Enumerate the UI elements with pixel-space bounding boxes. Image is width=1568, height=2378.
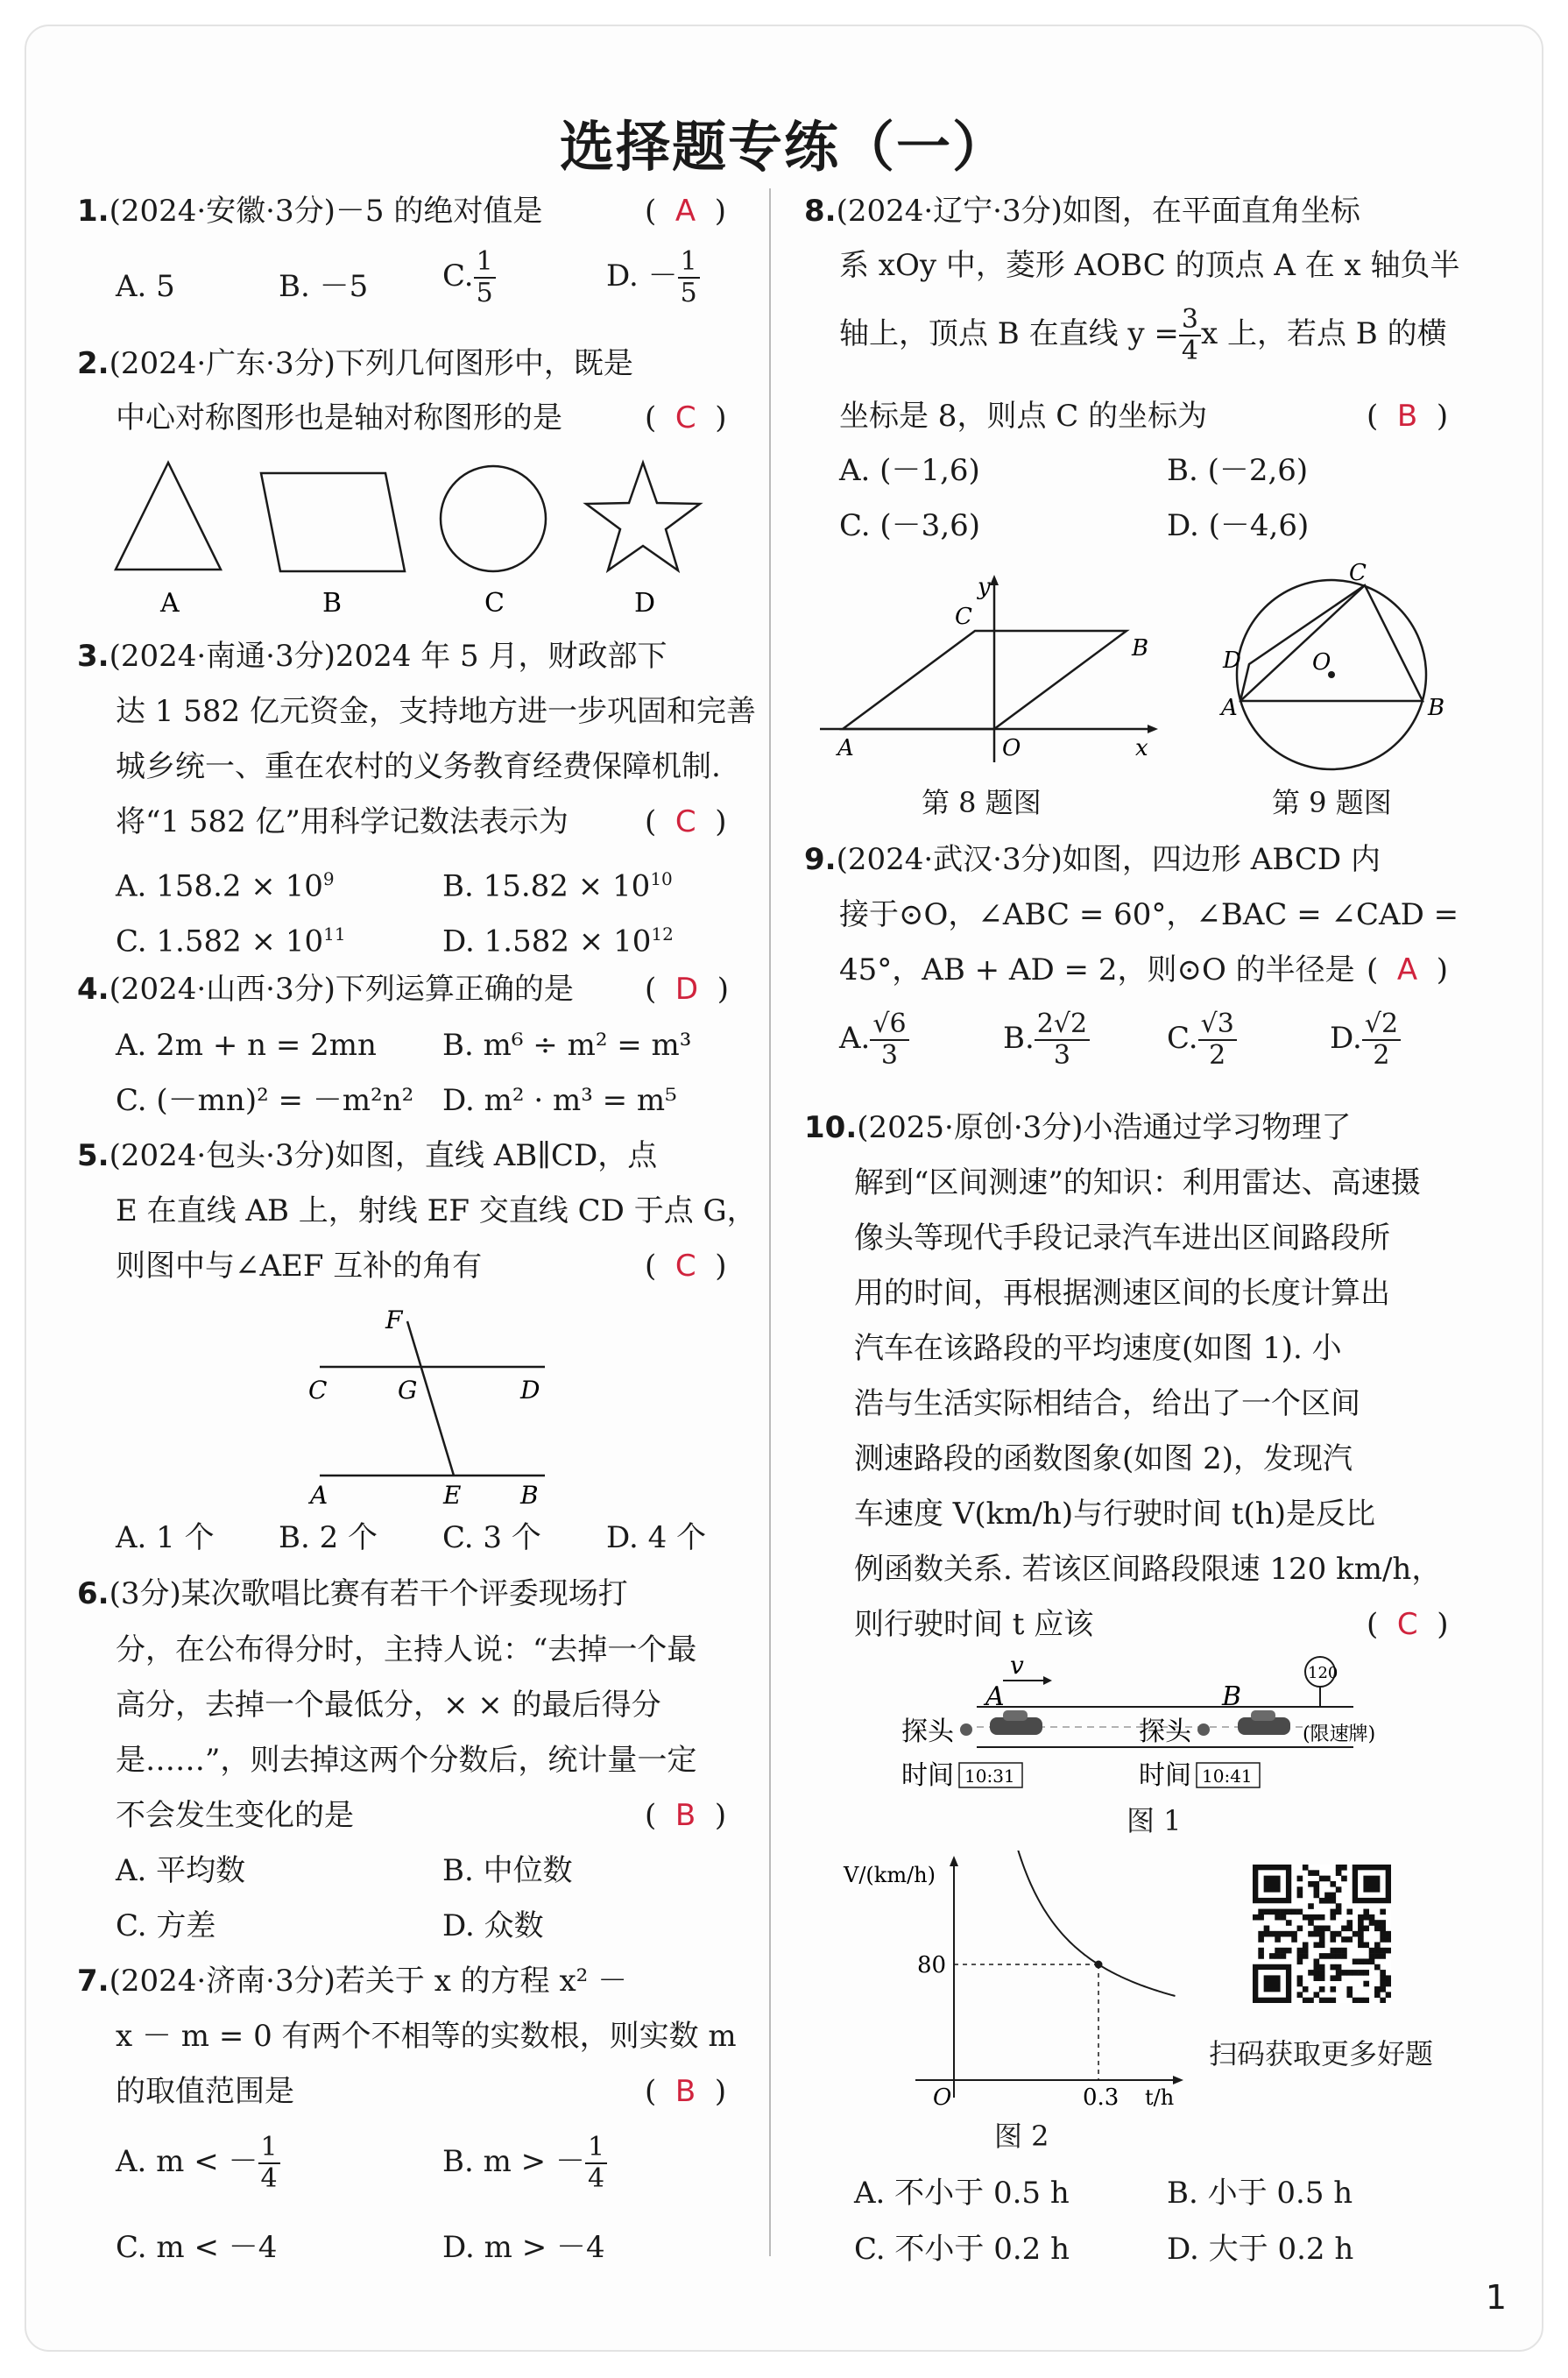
q10-fig1-speed-value: 120 xyxy=(1308,1664,1338,1682)
q10-number: 10. xyxy=(804,1110,858,1145)
q8-label-b: B xyxy=(1132,635,1149,662)
q3-stem-4: 将“1 582 亿”用科学记数法表示为 xyxy=(116,804,569,839)
q7-option-c: C. m < －4 xyxy=(116,2230,278,2265)
q5-option-a: A. 1 个 xyxy=(116,1520,215,1555)
q6-stem-1: (3分)某次歌唱比赛有若干个评委现场打 xyxy=(109,1576,628,1611)
q10-stem-4: 用的时间，再根据测速区间的长度计算出 xyxy=(854,1276,1390,1311)
q10-fig1-camera-a-icon xyxy=(960,1723,972,1736)
q5-label-g: G xyxy=(398,1376,418,1405)
q9-answer-box: ( A ) xyxy=(1367,952,1449,987)
q7-a-denominator: 4 xyxy=(260,2163,278,2194)
q2-star xyxy=(586,463,700,570)
q7-answer: B xyxy=(675,2074,696,2109)
q6-option-d: D. 众数 xyxy=(442,1908,544,1943)
q3-option-d-exp: 12 xyxy=(651,924,674,945)
question-4 xyxy=(77,969,574,1009)
q1-option-d-prefix: D. － xyxy=(606,258,678,294)
question-10 xyxy=(804,1108,1352,1148)
q6-answer-box: ( B ) xyxy=(645,1798,727,1833)
page-number: 1 xyxy=(1485,2278,1507,2317)
q8-answer-box: ( B ) xyxy=(1367,399,1449,434)
q8-option-d: D. (－4,6) xyxy=(1167,508,1310,543)
q1-c-denominator: 5 xyxy=(476,278,493,308)
q9-figure xyxy=(1218,561,1445,780)
q8-number: 8. xyxy=(804,194,837,229)
q10-fig2-marked-point xyxy=(1095,1961,1103,1969)
q8-label-c: C xyxy=(955,604,972,630)
q10-answer-box: ( C ) xyxy=(1367,1607,1449,1642)
q10-answer: C xyxy=(1396,1607,1418,1642)
q9-option-b-fraction xyxy=(1035,1009,1090,1071)
question-1 xyxy=(77,191,542,231)
q6-stem-5: 不会发生变化的是 xyxy=(116,1798,354,1833)
q3-answer: C xyxy=(675,804,696,839)
q9-quadrilateral xyxy=(1240,585,1423,701)
q2-triangle xyxy=(116,463,221,570)
q8-rhombus xyxy=(843,631,1127,729)
q7-stem-1: (2024·济南·3分)若关于 x 的方程 x² － xyxy=(109,1964,628,1999)
column-divider xyxy=(769,188,771,2256)
q10-fig2-y-arrow xyxy=(950,1856,958,1866)
q1-option-a: A. 5 xyxy=(116,269,175,304)
q6-number: 6. xyxy=(77,1576,109,1611)
q8-slope-denominator: 4 xyxy=(1181,336,1199,366)
q8-option-c: C. (－3,6) xyxy=(839,508,981,543)
q10-fig1-caption: 图 1 xyxy=(1127,1804,1182,1837)
q8-caption: 第 8 题图 xyxy=(922,786,1042,819)
q7-stem-2: x － m = 0 有两个不相等的实数根，则实数 m xyxy=(116,2019,737,2054)
q10-fig2-x-arrow xyxy=(1173,2076,1183,2084)
q9-c-numerator: √3 xyxy=(1198,1009,1237,1041)
q8-slope-fraction xyxy=(1179,305,1201,366)
q8-x-arrow xyxy=(1148,725,1158,733)
q10-stem-2: 解到“区间测速”的知识：利用雷达、高速摄 xyxy=(854,1165,1421,1200)
q1-answer-box: ( A ) xyxy=(645,194,727,229)
question-3 xyxy=(77,636,667,676)
q7-option-b-fraction xyxy=(585,2133,607,2194)
qr-pattern xyxy=(1253,1865,1391,2003)
q9-diagonal-ac xyxy=(1240,585,1365,701)
q1-option-c xyxy=(442,247,496,308)
qr-caption: 扫码获取更多好题 xyxy=(1209,2037,1434,2070)
q7-stem-3: 的取值范围是 xyxy=(116,2074,294,2109)
q10-option-d: D. 大于 0.2 h xyxy=(1167,2232,1354,2267)
q8-slope-numerator: 3 xyxy=(1179,305,1201,336)
q10-stem-1: (2025·原创·3分)小浩通过学习物理了 xyxy=(857,1110,1352,1145)
q9-d-denominator: 2 xyxy=(1373,1040,1390,1071)
q9-label-o: O xyxy=(1312,649,1331,676)
q5-label-e: E xyxy=(443,1481,462,1510)
q10-stem-5: 汽车在该路段的平均速度(如图 1). 小 xyxy=(854,1331,1342,1366)
q5-option-b: B. 2 个 xyxy=(279,1520,378,1555)
q7-option-a-prefix: A. m < － xyxy=(116,2144,258,2179)
q10-figure-2 xyxy=(837,1851,1187,2113)
q2-label-b: B xyxy=(322,588,343,619)
q6-stem-3: 高分，去掉一个最低分，× × 的最后得分 xyxy=(116,1688,661,1723)
q10-fig2-origin: O xyxy=(933,2084,952,2111)
q9-number: 9. xyxy=(804,842,837,877)
q2-shapes-figure xyxy=(96,456,762,622)
q9-a-denominator: 3 xyxy=(880,1040,899,1071)
q8-label-y: y xyxy=(978,574,991,600)
q9-label-d: D xyxy=(1223,648,1241,674)
q10-fig1-label-a: A xyxy=(985,1681,1005,1712)
q9-label-a: A xyxy=(1221,695,1238,721)
q8-figure xyxy=(815,570,1165,771)
q8-stem-1: (2024·辽宁·3分)如图，在平面直角坐标 xyxy=(836,194,1360,229)
q7-number: 7. xyxy=(77,1964,109,1999)
q3-option-b-base: B. 15.82 × 10 xyxy=(442,868,651,904)
q10-fig1-time-a-value: 10:31 xyxy=(964,1766,1015,1787)
q10-option-c: C. 不小于 0.2 h xyxy=(854,2232,1070,2267)
q6-option-b: B. 中位数 xyxy=(442,1853,573,1888)
q10-option-a: A. 不小于 0.5 h xyxy=(854,2176,1070,2211)
q8-label-x: x xyxy=(1135,735,1148,761)
q2-label-a: A xyxy=(160,588,180,619)
q5-option-d: D. 4 个 xyxy=(606,1520,707,1555)
q3-option-d xyxy=(442,914,674,961)
q9-d-numerator: √2 xyxy=(1362,1009,1401,1041)
q10-fig1-time-b-label: 时间 xyxy=(1139,1760,1191,1791)
q3-answer-box: ( C ) xyxy=(645,804,727,839)
q7-option-a xyxy=(116,2133,280,2194)
q2-answer-box: ( C ) xyxy=(645,400,727,435)
q10-fig1-camera-b-icon xyxy=(1197,1723,1210,1736)
q9-a-numerator: √6 xyxy=(870,1009,908,1041)
q10-fig1-car-b-roof xyxy=(1251,1710,1275,1721)
q10-option-b: B. 小于 0.5 h xyxy=(1167,2176,1353,2211)
q8-option-a: A. (－1,6) xyxy=(839,453,980,488)
q9-option-a-fraction xyxy=(870,1009,908,1071)
q6-stem-2: 分，在公布得分时，主持人说：“去掉一个最 xyxy=(116,1632,697,1667)
q10-stem-3: 像头等现代手段记录汽车进出区间路段所 xyxy=(854,1221,1390,1256)
q4-stem: (2024·山西·3分)下列运算正确的是 xyxy=(109,972,574,1007)
q10-fig1-label-b: B xyxy=(1222,1681,1242,1712)
q7-a-numerator: 1 xyxy=(258,2133,280,2164)
q9-option-a xyxy=(839,1009,909,1071)
q1-number: 1. xyxy=(77,194,109,229)
q3-option-c-base: C. 1.582 × 10 xyxy=(116,924,324,959)
q5-option-c: C. 3 个 xyxy=(442,1520,541,1555)
q9-option-b xyxy=(1003,1009,1090,1071)
q9-label-c: C xyxy=(1349,561,1367,586)
q10-fig2-ylabel: V/(km/h) xyxy=(844,1863,936,1887)
q5-figure xyxy=(298,1302,561,1512)
q8-stem-3-pre: 轴上，顶点 B 在直线 y = xyxy=(839,316,1179,351)
q10-fig2-y-tick: 80 xyxy=(917,1952,947,1978)
q1-option-b: B. －5 xyxy=(279,269,369,304)
q7-answer-box: ( B ) xyxy=(645,2074,727,2109)
q7-option-d: D. m > －4 xyxy=(442,2230,605,2265)
q1-d-denominator: 5 xyxy=(680,278,697,308)
q4-number: 4. xyxy=(77,972,109,1007)
q4-answer: D xyxy=(675,972,699,1007)
q3-option-a xyxy=(116,859,335,906)
q1-option-c-prefix: C. xyxy=(442,258,474,294)
q9-option-c xyxy=(1167,1009,1237,1071)
q10-fig1-v: v xyxy=(1010,1653,1024,1680)
q2-circle xyxy=(441,466,546,571)
q9-caption: 第 9 题图 xyxy=(1272,786,1392,819)
question-7 xyxy=(77,1961,627,2001)
q7-b-denominator: 4 xyxy=(587,2163,605,2194)
q10-fig1-time-a-label: 时间 xyxy=(901,1760,954,1791)
q3-stem-3: 城乡统一、重在农村的义务教育经费保障机制. xyxy=(116,749,721,784)
q2-stem-1: (2024·广东·3分)下列几何图形中，既是 xyxy=(109,346,633,381)
q3-option-b-exp: 10 xyxy=(650,868,673,889)
q7-option-a-fraction xyxy=(258,2133,280,2194)
q5-label-d: D xyxy=(520,1376,540,1405)
q7-option-b xyxy=(442,2133,607,2194)
q9-c-denominator: 2 xyxy=(1209,1040,1226,1071)
q1-option-c-fraction xyxy=(474,247,496,308)
q9-option-d-fraction xyxy=(1362,1009,1401,1071)
q1-d-numerator: 1 xyxy=(678,247,700,279)
q4-option-c: C. (－mn)² = －m²n² xyxy=(116,1083,414,1118)
q3-option-d-base: D. 1.582 × 10 xyxy=(442,924,652,959)
q2-stem-2: 中心对称图形也是轴对称图形的是 xyxy=(116,400,562,435)
q10-fig1-time-b-value: 10:41 xyxy=(1202,1766,1253,1787)
q9-option-a-prefix: A. xyxy=(839,1021,871,1056)
q10-fig1-probe-b: 探头 xyxy=(1139,1716,1191,1747)
q6-answer: B xyxy=(675,1798,696,1833)
q3-option-a-exp: 9 xyxy=(322,868,335,889)
q8-stem-3-post: x 上，若点 B 的横 xyxy=(1201,316,1447,351)
q6-stem-4: 是……”，则去掉这两个分数后，统计量一定 xyxy=(116,1743,697,1778)
q9-option-b-prefix: B. xyxy=(1003,1021,1035,1056)
q3-option-a-base: A. 158.2 × 10 xyxy=(116,868,323,904)
q5-stem-2: E 在直线 AB 上，射线 EF 交直线 CD 于点 G， xyxy=(116,1193,757,1228)
q3-option-c xyxy=(116,914,346,961)
q10-fig2-caption: 图 2 xyxy=(994,2120,1049,2153)
q7-b-numerator: 1 xyxy=(585,2133,607,2164)
q9-option-c-fraction xyxy=(1198,1009,1237,1071)
q5-number: 5. xyxy=(77,1138,109,1173)
q1-option-d xyxy=(606,247,700,308)
q6-option-a: A. 平均数 xyxy=(116,1853,246,1888)
question-6 xyxy=(77,1574,628,1614)
q5-answer-box: ( C ) xyxy=(645,1249,727,1284)
q10-stem-6: 浩与生活实际相结合，给出了一个区间 xyxy=(854,1386,1360,1421)
q3-stem-2: 达 1 582 亿元资金，支持地方进一步巩固和完善 xyxy=(116,694,756,729)
q8-label-a: A xyxy=(837,735,854,761)
q2-label-c: C xyxy=(484,588,505,619)
question-2 xyxy=(77,343,633,384)
q5-stem-3: 则图中与∠AEF 互补的角有 xyxy=(116,1249,483,1284)
q4-option-d: D. m² · m³ = m⁵ xyxy=(442,1083,677,1118)
qr-code-icon[interactable] xyxy=(1253,1865,1391,2003)
question-9 xyxy=(804,839,1381,880)
q10-stem-10: 则行驶时间 t 应该 xyxy=(854,1607,1094,1642)
q10-fig2-x-tick: 0.3 xyxy=(1083,2084,1119,2111)
q4-option-b: B. m⁶ ÷ m² = m³ xyxy=(442,1028,692,1063)
q4-answer-box: ( D ) xyxy=(645,972,729,1007)
q9-answer: A xyxy=(1396,952,1418,987)
q8-stem-3 xyxy=(839,305,1447,366)
q5-label-c: C xyxy=(308,1376,328,1405)
q10-figure-1 xyxy=(898,1653,1388,1801)
q5-label-a: A xyxy=(310,1481,328,1510)
question-8 xyxy=(804,191,1360,231)
q3-option-c-exp: 11 xyxy=(323,924,346,945)
q8-stem-2: 系 xOy 中，菱形 AOBC 的顶点 A 在 x 轴负半 xyxy=(839,248,1460,283)
q10-stem-7: 测速路段的函数图象(如图 2)，发现汽 xyxy=(854,1441,1353,1476)
q6-option-c: C. 方差 xyxy=(116,1908,216,1943)
q9-b-numerator: 2√2 xyxy=(1035,1009,1090,1041)
q9-option-d-prefix: D. xyxy=(1330,1021,1362,1056)
q2-label-d: D xyxy=(634,588,656,619)
q2-number: 2. xyxy=(77,346,109,381)
q3-stem-1: (2024·南通·3分)2024 年 5 月，财政部下 xyxy=(109,639,667,674)
q1-answer: A xyxy=(675,194,696,229)
q1-option-d-fraction xyxy=(678,247,700,308)
q8-label-o: O xyxy=(1002,735,1021,761)
q9-stem-2: 接于⊙O，∠ABC = 60°，∠BAC = ∠CAD = xyxy=(839,897,1459,932)
q10-stem-9: 例函数关系. 若该区间路段限速 120 km/h， xyxy=(854,1552,1442,1587)
q9-stem-3: 45°，AB + AD = 2，则⊙O 的半径是 xyxy=(839,952,1355,987)
q9-label-b: B xyxy=(1428,695,1445,721)
q7-option-b-prefix: B. m > － xyxy=(442,2144,585,2179)
q10-fig1-sign-label: (限速牌) xyxy=(1303,1723,1376,1745)
q8-y-arrow xyxy=(990,575,999,585)
q8-option-b: B. (－2,6) xyxy=(1167,453,1309,488)
q5-answer: C xyxy=(675,1249,696,1284)
page-title: 选择题专练（一） xyxy=(559,115,1008,179)
q5-label-b: B xyxy=(520,1481,539,1510)
q5-label-f: F xyxy=(385,1306,403,1334)
q10-fig1-v-arrowhead xyxy=(1043,1676,1052,1685)
q10-fig2-curve xyxy=(986,1851,1176,1996)
q1-c-numerator: 1 xyxy=(474,247,496,279)
q4-option-a: A. 2m + n = 2mn xyxy=(116,1028,377,1063)
q9-stem-1: (2024·武汉·3分)如图，四边形 ABCD 内 xyxy=(836,842,1381,877)
q9-option-c-prefix: C. xyxy=(1167,1021,1198,1056)
q10-fig1-probe-a: 探头 xyxy=(901,1716,954,1747)
q1-stem: (2024·安徽·3分)－5 的绝对值是 xyxy=(109,194,543,229)
q9-b-denominator: 3 xyxy=(1053,1040,1070,1071)
q5-stem-1: (2024·包头·3分)如图，直线 AB∥CD，点 xyxy=(109,1138,658,1173)
q10-stem-8: 车速度 V(km/h)与行驶时间 t(h)是反比 xyxy=(854,1497,1375,1532)
question-5 xyxy=(77,1136,657,1176)
q10-fig2-xlabel: t/h xyxy=(1145,2085,1175,2110)
q2-parallelogram xyxy=(261,473,405,571)
q10-fig1-car-a-roof xyxy=(1003,1710,1028,1721)
q3-number: 3. xyxy=(77,639,109,674)
q8-stem-4: 坐标是 8，则点 C 的坐标为 xyxy=(839,399,1208,434)
q8-answer: B xyxy=(1396,399,1418,434)
q9-option-d xyxy=(1330,1009,1401,1071)
q2-answer: C xyxy=(675,400,696,435)
q3-option-b xyxy=(442,859,673,906)
